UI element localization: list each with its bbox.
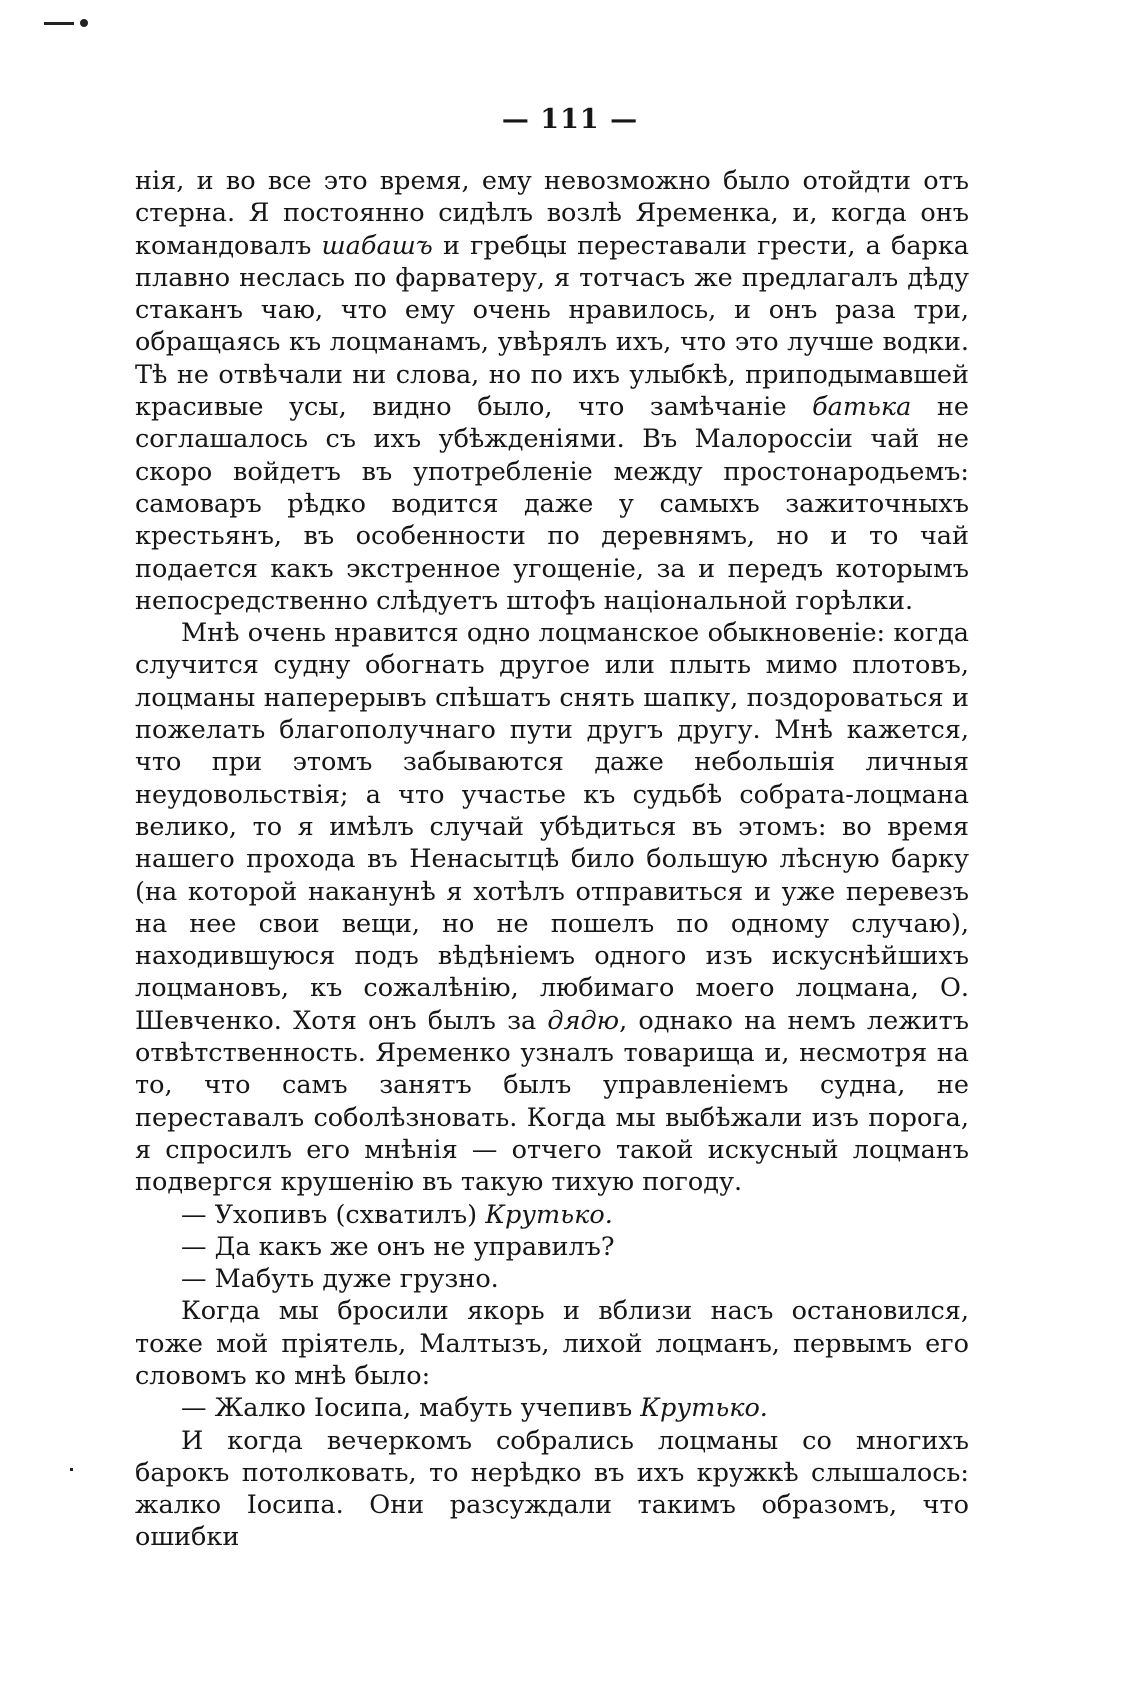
text-run: не соглашалось съ ихъ убѣжденіями. Въ Малороссіи чай не скоро войдетъ въ употребленіе между простонародьемъ: самоваръ рѣдко водится даже у самыхъ зажиточныхъ крестьянъ, въ особенности по деревнямъ, но и то чай подается какъ экстренное угощеніе, за и передъ которымъ непосредственно слѣдуетъ штофъ національной горѣлки. bbox=[135, 392, 969, 616]
dialogue-line bbox=[135, 1231, 969, 1263]
body-text bbox=[135, 165, 969, 1554]
italic-text: батька bbox=[812, 392, 912, 423]
scan-artifact-mark bbox=[80, 19, 88, 27]
italic-text: дядю bbox=[547, 1005, 620, 1036]
text-run: нія, и во все это время, ему невозможно было отойдти отъ стерна. Я постоянно сидѣлъ возлѣ Яременка, и, когда онъ командовалъ bbox=[135, 166, 969, 261]
paragraph bbox=[135, 1295, 969, 1392]
scan-artifact-mark bbox=[44, 22, 74, 25]
dialogue-line bbox=[135, 1263, 969, 1295]
italic-text: Крутько. bbox=[640, 1393, 768, 1424]
text-run: Когда мы бросили якорь и вблизи насъ остановился, тоже мой пріятель, Малтызъ, лихой лоцманъ, первымъ его словомъ ко мнѣ было: bbox=[135, 1296, 969, 1391]
text-run: , однако на немъ лежитъ отвѣтственность. Яременко узналъ товарища и, несмотря на то, что самъ занятъ былъ управленіемъ судна, не переставалъ соболѣзновать. Когда мы выбѣжали изъ порога, я спросилъ его мнѣнія — отчего такой искусный лоцманъ подвергся крушенію въ такую тихую погоду. bbox=[135, 1005, 969, 1198]
paragraph bbox=[135, 1425, 969, 1554]
text-run: — Да какъ же онъ не управилъ? bbox=[181, 1231, 615, 1262]
italic-text: Крутько. bbox=[485, 1199, 613, 1230]
text-run: и гребцы переставали грести, а барка плавно неслась по фарватеру, я тотчасъ же предлагалъ дѣду стаканъ чаю, что ему очень нравилось, и онъ раза три, обращаясь къ лоцманамъ, увѣрялъ ихъ, что это лучше водки. Тѣ не отвѣчали ни слова, но по ихъ улыбкѣ, приподымавшей красивые усы, видно было, что замѣчаніе bbox=[135, 230, 969, 423]
italic-text: шабашъ bbox=[321, 230, 433, 261]
dialogue-line bbox=[135, 1392, 969, 1424]
text-run: Мнѣ очень нравится одно лоцманское обыкновеніе: когда случится судну обогнать другое или плыть мимо плотовъ, лоцманы наперерывъ спѣшатъ снять шапку, поздороваться и пожелать благополучнаго пути другъ другу. Мнѣ кажется, что при этомъ забываются даже небольшія личныя неудовольствія; а что участье къ судьбѣ собрата-лоцмана велико, то я имѣлъ случай убѣдиться въ этомъ: во время нашего прохода въ Ненасытцѣ било большую лѣсную барку (на которой наканунѣ я хотѣлъ отправиться и уже перевезъ на нее свои вещи, но не пошелъ по одному случаю), находившуюся подъ вѣдѣніемъ одного изъ искуснѣйшихъ лоцмановъ, къ сожалѣнію, любимаго моего лоцмана, О. Шевченко. Хотя онъ былъ за bbox=[135, 618, 969, 1036]
text-run: И когда вечеркомъ собрались лоцманы со многихъ барокъ потолковать, то нерѣдко въ ихъ кружкѣ слышалось: жалко Іосипа. Они разсуждали такимъ образомъ, что ошибки bbox=[135, 1425, 969, 1553]
scan-artifact-mark bbox=[70, 1468, 73, 1471]
dialogue-line bbox=[135, 1199, 969, 1231]
page-number: — 111 — bbox=[501, 104, 639, 135]
text-run: — Жалко Іосипа, мабуть учепивъ bbox=[181, 1393, 641, 1424]
paragraph bbox=[135, 165, 969, 617]
text-run: — Ухопивъ (схватилъ) bbox=[181, 1199, 486, 1230]
paragraph bbox=[135, 617, 969, 1198]
text-run: — Мабуть дуже грузно. bbox=[181, 1264, 499, 1295]
